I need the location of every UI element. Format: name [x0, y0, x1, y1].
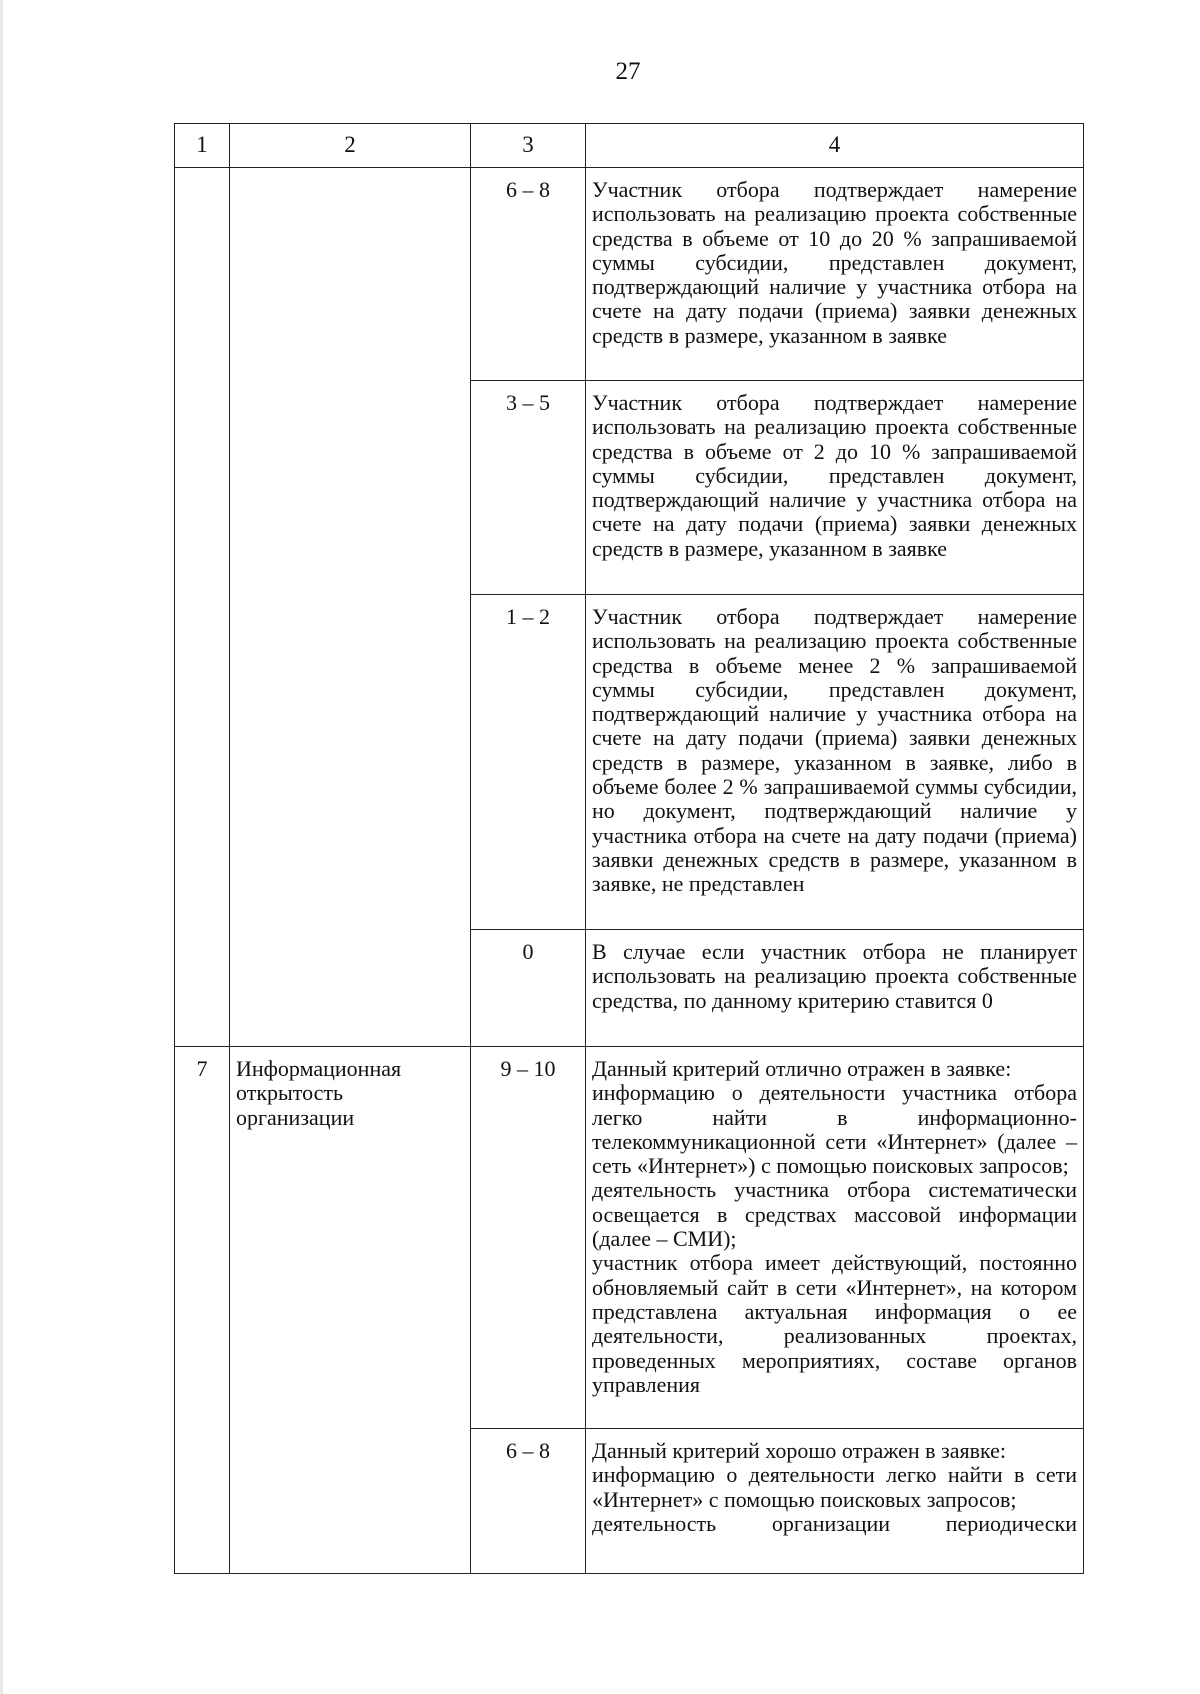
- description-paragraph: участник отбора имеет действующий, постоянно обновляемый сайт в сети «Интернет», на котором представлена актуальная информация о ее деятельности, реализованных проектах, проведенных мероприятиях, составе органов управления: [592, 1250, 1077, 1397]
- description-paragraph: Данный критерий отлично отражен в заявке:: [592, 1056, 1012, 1081]
- description-cell: [586, 595, 1084, 930]
- score-cell: 9 – 10: [471, 1047, 586, 1429]
- criterion-name: Информационная открытость организации: [230, 1047, 471, 1574]
- header-col-1: 1: [175, 124, 230, 168]
- criterion-number: 7: [175, 1047, 230, 1574]
- description-text: Участник отбора подтверждает намерение использовать на реализацию проекта собственные средства в объеме от 10 до 20 % запрашиваемой суммы субсидии, представлен документ, подтверждающий наличие у участника отбора на счете на дату подачи (приема) заявки денежных средств в размере, указанном в заявке: [592, 177, 1077, 348]
- score-cell: 3 – 5: [471, 381, 586, 595]
- criterion-name: [230, 168, 471, 1047]
- description-cell: [586, 930, 1084, 1047]
- description-paragraph: Данный критерий хорошо отражен в заявке:: [592, 1438, 1007, 1463]
- score-cell: 6 – 8: [471, 168, 586, 381]
- table-header-row: [175, 124, 1084, 168]
- description-text: Участник отбора подтверждает намерение использовать на реализацию проекта собственные средства в объеме от 2 до 10 % запрашиваемой суммы субсидии, представлен документ, подтверждающий наличие у участника отбора на счете на дату подачи (приема) заявки денежных средств в размере, указанном в заявке: [592, 390, 1077, 561]
- score-cell: 6 – 8: [471, 1429, 586, 1574]
- score-cell: 0: [471, 930, 586, 1047]
- criteria-table: [174, 123, 1084, 1574]
- description-paragraph: деятельность организации периодически: [592, 1510, 1077, 1536]
- description-cell: [586, 1429, 1084, 1574]
- criterion-number: [175, 168, 230, 1047]
- description-text: Участник отбора подтверждает намерение использовать на реализацию проекта собственные средства в объеме менее 2 % запрашиваемой суммы субсидии, представлен документ, подтверждающий наличие у участника отбора на счете на дату подачи (приема) заявки денежных средств в размере, указанном в заявке, либо в объеме более 2 % запрашиваемой суммы субсидии, но документ, подтверждающий наличие у участника отбора на счете на дату подачи (приема) заявки денежных средств в размере, указанном в заявке, не представлен: [592, 604, 1077, 897]
- description-cell: [586, 168, 1084, 381]
- header-col-4: 4: [586, 124, 1084, 168]
- scan-edge: [0, 0, 3, 1694]
- header-col-2: 2: [230, 124, 471, 168]
- header-col-3: 3: [471, 124, 586, 168]
- table-row: [175, 1047, 1084, 1429]
- description-cell: [586, 1047, 1084, 1429]
- description-paragraph: информацию о деятельности легко найти в сети «Интернет» с помощью поисковых запросов;: [592, 1462, 1077, 1512]
- score-cell: 1 – 2: [471, 595, 586, 930]
- table-row: [175, 168, 1084, 381]
- description-paragraph: информацию о деятельности участника отбора легко найти в информационно-телекоммуникационной сети «Интернет» (далее – сеть «Интернет») с помощью поисковых запросов;: [592, 1080, 1077, 1179]
- page-number: 27: [615, 58, 641, 85]
- description-paragraph: деятельность участника отбора систематически освещается в средствах массовой информации (далее – СМИ);: [592, 1177, 1077, 1252]
- description-text: В случае если участник отбора не планирует использовать на реализацию проекта собственные средства, по данному критерию ставится 0: [592, 939, 1077, 1013]
- description-cell: [586, 381, 1084, 595]
